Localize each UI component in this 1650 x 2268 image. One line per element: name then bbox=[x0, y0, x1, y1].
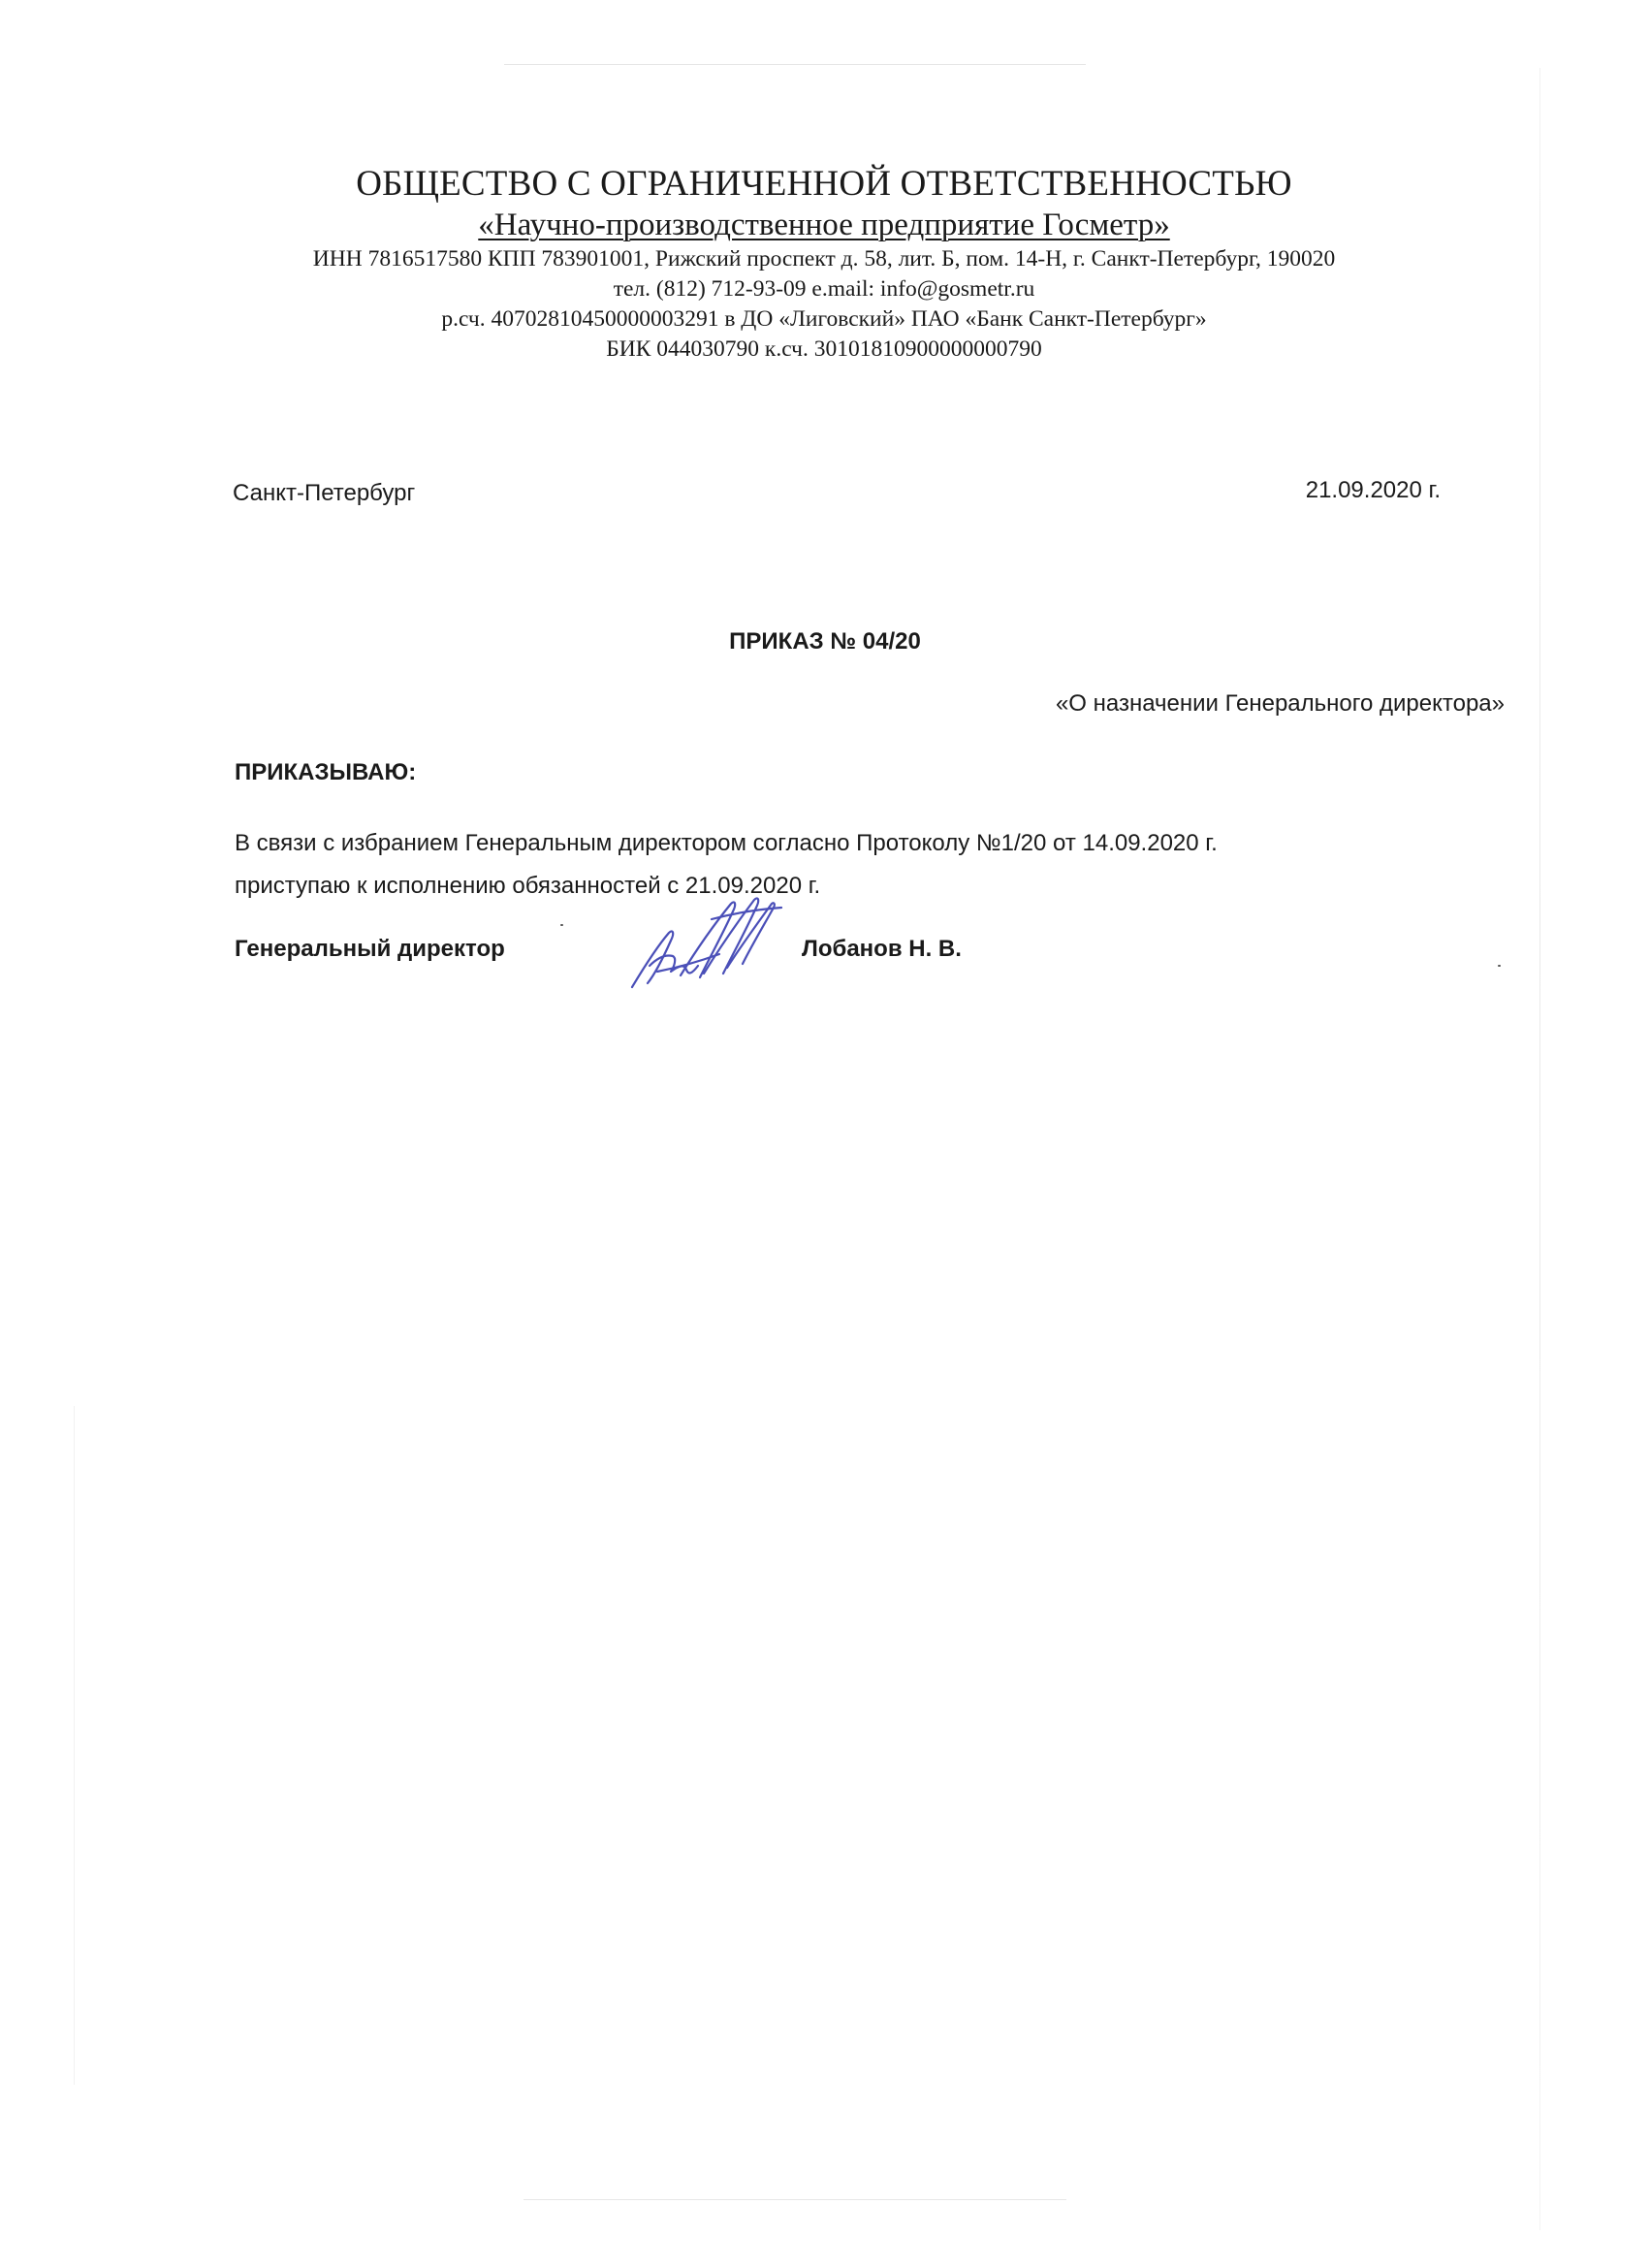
scan-edge-right bbox=[1539, 68, 1540, 2230]
directive-heading: ПРИКАЗЫВАЮ: bbox=[235, 759, 417, 785]
scan-artifact-top bbox=[504, 64, 1086, 65]
order-body-line-2: приступаю к исполнению обязанностей с 21.09.2020 г. bbox=[235, 873, 821, 899]
order-body bbox=[235, 822, 1446, 908]
document-place: Санкт-Петербург bbox=[233, 480, 416, 506]
company-name: «Научно-производственное предприятие Госметр» bbox=[478, 208, 1170, 242]
order-body-line-1: В связи с избранием Генеральным директором согласно Протоколу №1/20 от 14.09.2020 г. bbox=[235, 830, 1218, 856]
order-subject: «О назначении Генерального директора» bbox=[1055, 690, 1505, 717]
signatory-name: Лобанов Н. В. bbox=[802, 936, 962, 962]
signatory-position: Генеральный директор bbox=[235, 936, 505, 962]
signature-stroke bbox=[727, 903, 775, 968]
letterhead bbox=[175, 163, 1474, 365]
document-date: 21.09.2020 г. bbox=[1305, 477, 1441, 503]
company-details-line-4: БИК 044030790 к.сч. 30101810900000000790 bbox=[606, 336, 1042, 362]
scan-edge-left bbox=[74, 1406, 75, 2085]
company-details-line-3: р.сч. 40702810450000003291 в ДО «Лиговский» ПАО «Банк Санкт-Петербург» bbox=[441, 306, 1207, 332]
company-details-line-1: ИНН 7816517580 КПП 783901001, Рижский проспект д. 58, лит. Б, пом. 14-Н, г. Санкт-Петербург, 190020 bbox=[312, 246, 1336, 272]
order-title: ПРИКАЗ № 04/20 bbox=[729, 628, 921, 655]
scan-speck bbox=[560, 924, 563, 926]
signature-stroke bbox=[632, 931, 673, 987]
handwritten-signature bbox=[619, 890, 803, 992]
scan-speck bbox=[1498, 965, 1501, 967]
scan-artifact-bottom bbox=[524, 2199, 1066, 2200]
company-details-line-2: тел. (812) 712-93-09 e.mail: info@gosmetr.ru bbox=[613, 276, 1035, 302]
organization-title: ОБЩЕСТВО С ОГРАНИЧЕННОЙ ОТВЕТСТВЕННОСТЬЮ bbox=[356, 164, 1292, 204]
